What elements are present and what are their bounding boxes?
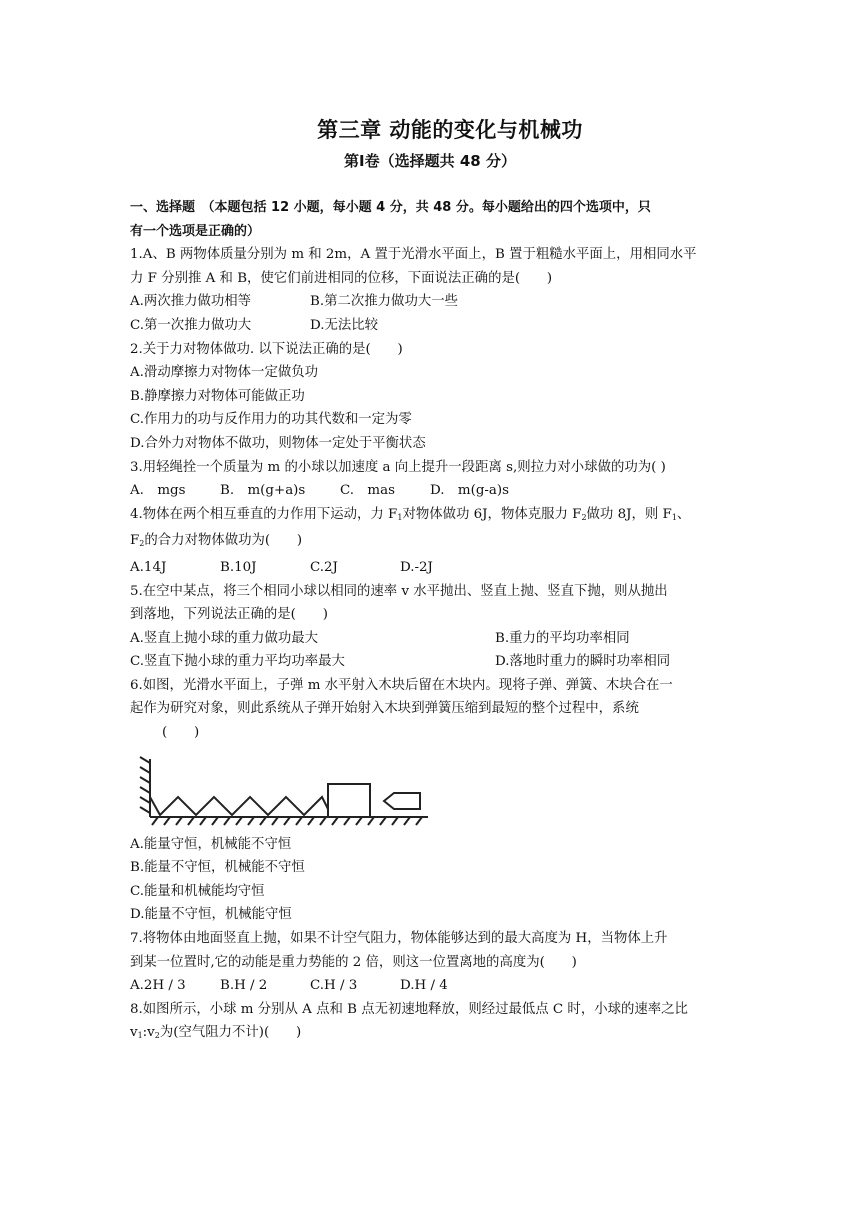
- floor-hatch: [152, 817, 422, 825]
- q1-option-d: D.无法比较: [310, 317, 379, 333]
- q8-text-3: 为(空气阻力不计)( ): [159, 1025, 302, 1041]
- question-content: [130, 196, 735, 1048]
- q7-option-d: D.H / 4: [400, 978, 448, 994]
- q3-option-a: A. mgs: [130, 483, 186, 499]
- q2-option-a: A.滑动摩擦力对物体一定做负功: [130, 365, 319, 381]
- q4-options: [130, 556, 735, 580]
- q7-option-c: C.H / 3: [310, 978, 358, 994]
- q5-stem-line2: 到落地，下列说法正确的是( ): [130, 607, 328, 623]
- q4-option-c: C.2J: [310, 559, 338, 575]
- q8-stem-line2: [130, 1021, 735, 1048]
- q8-sub-1: 1: [137, 1031, 143, 1041]
- q4-text-3: 做功 8J，则 F: [586, 506, 672, 522]
- q6-option-c: C.能量和机械能均守恒: [130, 883, 265, 899]
- q4-text-1: 4.物体在两个相互垂直的力作用下运动，力 F: [130, 506, 398, 522]
- q4-text-5: F: [130, 533, 140, 549]
- q7-option-b: B.H / 2: [220, 978, 268, 994]
- q6-option-a: A.能量守恒，机械能不守恒: [130, 836, 292, 852]
- q3-option-c: C. mas: [340, 483, 395, 499]
- section-heading-line1: 一、选择题 （本题包括 12 小题，每小题 4 分，共 48 分。每小题给出的四个选项中，只: [130, 200, 651, 215]
- q8-text-2: :v: [142, 1025, 155, 1041]
- q7-option-a: A.2H / 3: [130, 978, 186, 994]
- q2-option-c: C.作用力的功与反作用力的功其代数和一定为零: [130, 412, 412, 428]
- q1-stem-line2: 力 F 分别推 A 和 B，使它们前进相同的位移，下面说法正确的是( ): [130, 270, 553, 286]
- q3-option-b: B. m(g+a)s: [220, 483, 306, 499]
- spring-zigzag: [150, 797, 328, 815]
- q6-stem-line2: 起作为研究对象，则此系统从子弹开始射入木块到弹簧压缩到最短的整个过程中，系统: [130, 701, 639, 717]
- q2-option-d: D.合外力对物体不做功，则物体一定处于平衡状态: [130, 435, 426, 451]
- bullet-shape: [384, 793, 420, 809]
- q5-option-c: C.竖直下抛小球的重力平均功率最大: [130, 654, 345, 670]
- q3-stem: 3.用轻绳拴一个质量为 m 的小球以加速度 a 向上提升一段距离 s,则拉力对小球做的功为( ): [130, 459, 666, 475]
- wall-hatch: [140, 757, 150, 813]
- q3-option-d: D. m(g-a)s: [430, 483, 510, 499]
- q4-sub-4: 2: [139, 539, 145, 549]
- q1-options-row1: [130, 290, 735, 314]
- q1-option-a: A.两次推力做功相等: [130, 294, 252, 310]
- q4-sub-1: 1: [397, 512, 403, 522]
- section-heading-line2: 有一个选项是正确的）: [130, 223, 261, 239]
- q7-options: [130, 974, 735, 998]
- q7-stem-line2: 到某一位置时,它的动能是重力势能的 2 倍，则这一位置离地的高度为( ): [130, 954, 577, 970]
- q6-stem-line1: 6.如图，光滑水平面上，子弹 m 水平射入木块后留在木块内。现将子弹、弹簧、木块合在一: [130, 677, 673, 693]
- q5-option-a: A.竖直上抛小球的重力做功最大: [130, 630, 319, 646]
- q3-options: [130, 479, 735, 503]
- q2-option-b: B.静摩擦力对物体可能做正功: [130, 388, 305, 404]
- q4-stem-line2: [130, 529, 735, 556]
- q7-stem-line1: 7.将物体由地面竖直上抛，如果不计空气阻力，物体能够达到的最大高度为 H，当物体上升: [130, 931, 668, 947]
- q4-option-b: B.10J: [220, 559, 257, 575]
- q6-option-d: D.能量不守恒，机械能守恒: [130, 907, 292, 923]
- q1-stem-line1: 1.A、B 两物体质量分别为 m 和 2m，A 置于光滑水平面上，B 置于粗糙水平面上，用相同水平: [130, 247, 697, 263]
- q6-option-b: B.能量不守恒，机械能不守恒: [130, 860, 305, 876]
- q4-text-2: 对物体做功 6J，物体克服力 F: [402, 506, 582, 522]
- spring-block-bullet-diagram: [138, 753, 430, 827]
- q4-option-a: A.14J: [130, 559, 167, 575]
- q1-option-b: B.第二次推力做功大一些: [310, 294, 459, 310]
- wooden-block: [328, 784, 370, 817]
- q1-options-row2: [130, 314, 735, 338]
- q5-options-row2: [130, 650, 735, 674]
- q2-stem: 2.关于力对物体做功. 以下说法正确的是( ): [130, 341, 403, 357]
- q5-options-row1: [130, 627, 735, 651]
- q5-option-b: B.重力的平均功率相同: [495, 630, 630, 646]
- q4-sub-2: 2: [581, 512, 587, 522]
- chapter-title: 第三章 动能的变化与机械功: [317, 118, 583, 142]
- q4-text-4: 、: [676, 506, 691, 522]
- q4-sub-3: 1: [671, 512, 677, 522]
- q4-text-6: 的合力对物体做功为( ): [144, 533, 303, 549]
- q8-stem-line1: 8.如图所示，小球 m 分别从 A 点和 B 点无初速地释放，则经过最低点 C 时，小球的速率之比: [130, 1001, 688, 1017]
- q4-option-d: D.-2J: [400, 559, 433, 575]
- q6-stem-line3: ( ): [162, 725, 200, 741]
- q8-text-1: v: [130, 1025, 138, 1041]
- q8-sub-2: 2: [154, 1031, 160, 1041]
- q5-stem-line1: 5.在空中某点，将三个相同小球以相同的速率 v 水平抛出、竖直上抛、竖直下抛，则从抛出: [130, 583, 668, 599]
- section-subtitle: 第Ⅰ卷（选择题共 48 分）: [344, 152, 516, 170]
- q5-option-d: D.落地时重力的瞬时功率相同: [495, 654, 671, 670]
- q4-stem-line1: [130, 503, 735, 530]
- q1-option-c: C.第一次推力做功大: [130, 317, 252, 333]
